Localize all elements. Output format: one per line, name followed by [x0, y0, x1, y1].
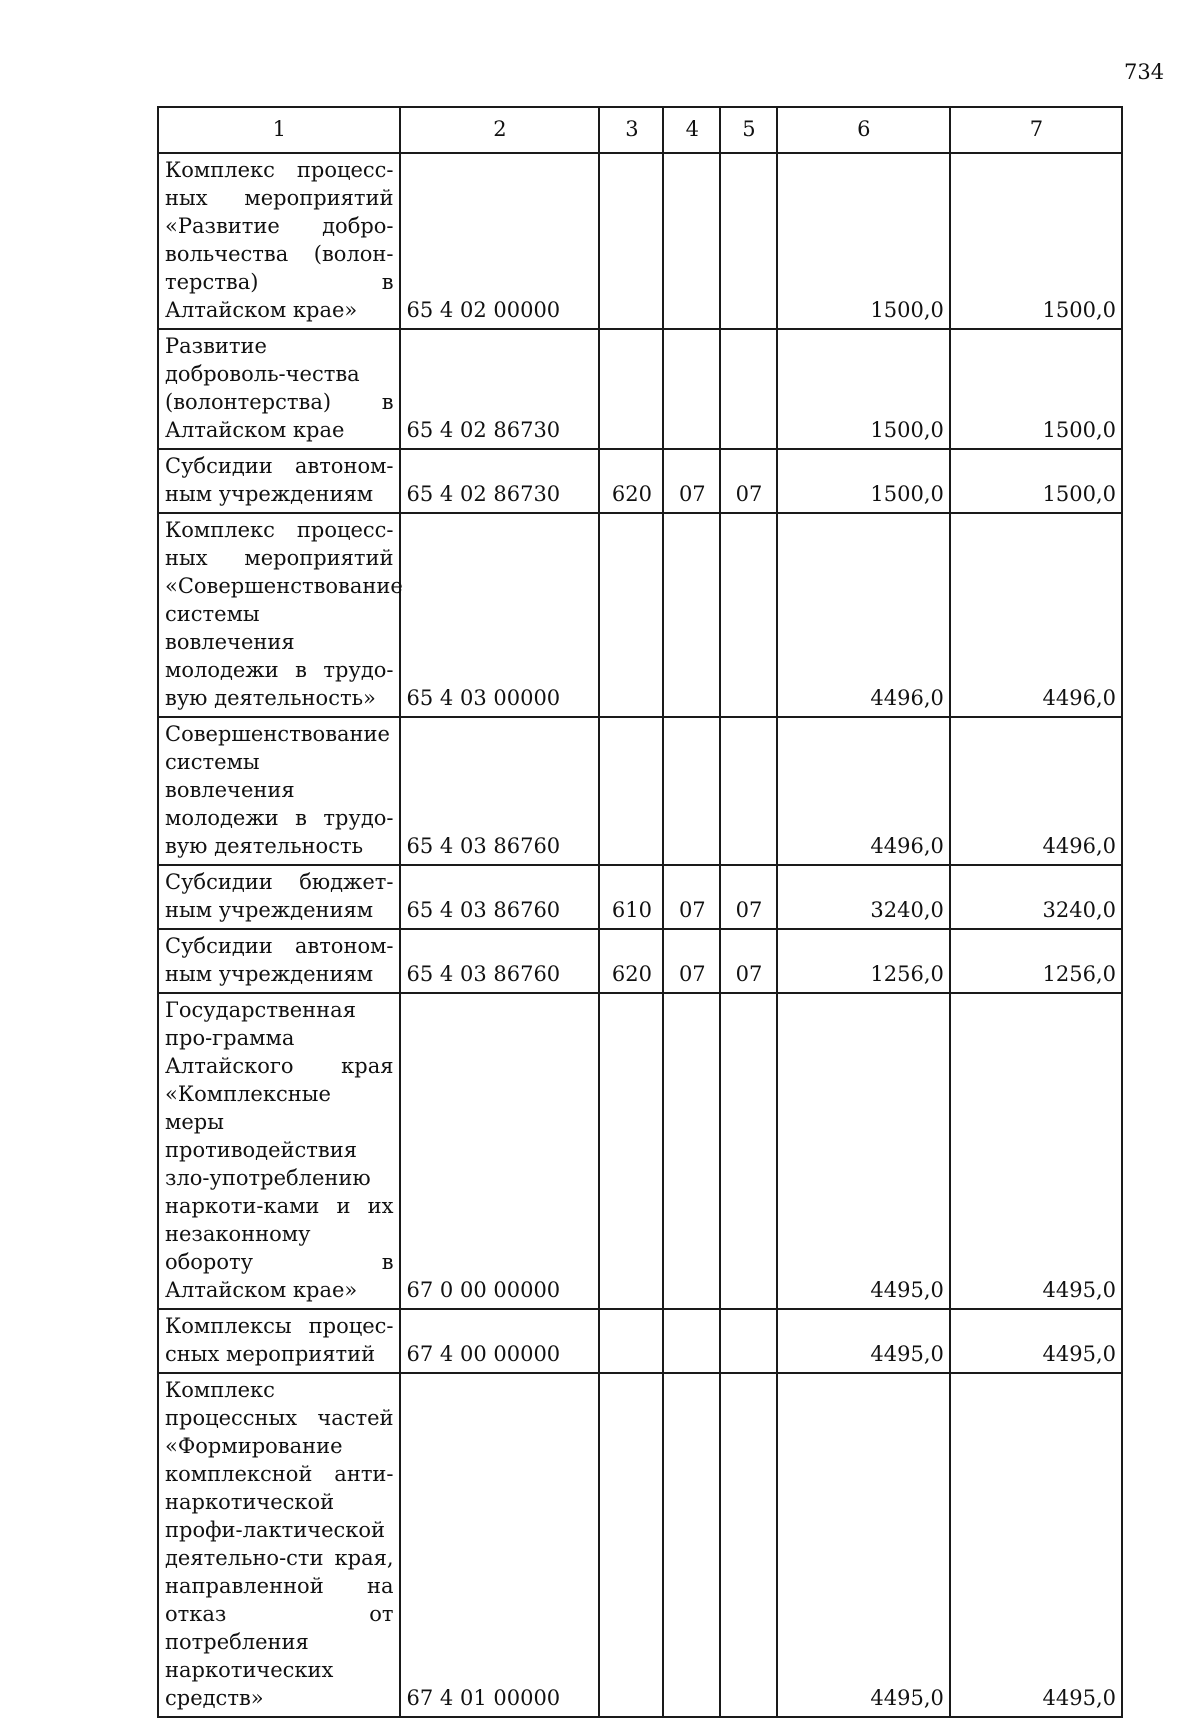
table-row: [158, 153, 1122, 329]
row-name: Субсидии бюджет-ным учреждениям: [158, 865, 400, 929]
table-row: [158, 1309, 1122, 1373]
row-c4: 07: [663, 929, 720, 993]
page-number: 734: [1124, 60, 1165, 84]
row-c4: [663, 513, 720, 717]
row-name: Государственная про-грамма Алтайского края «Комплексные меры противодействия зло-употреблению наркоти-ками и их незаконному обороту в Алтайском крае»: [158, 993, 400, 1309]
row-c4: [663, 153, 720, 329]
row-c7: 4495,0: [950, 1373, 1122, 1717]
table-row: [158, 449, 1122, 513]
table-row: [158, 1373, 1122, 1717]
row-c3: 610: [599, 865, 663, 929]
row-c6: 4496,0: [777, 513, 950, 717]
table-row: [158, 929, 1122, 993]
row-c3: 620: [599, 449, 663, 513]
column-header: 2: [400, 107, 600, 153]
row-c6: 4495,0: [777, 1309, 950, 1373]
row-c4: [663, 993, 720, 1309]
row-code: 65 4 03 86760: [400, 865, 600, 929]
row-c7: 1500,0: [950, 329, 1122, 449]
row-code: 67 4 00 00000: [400, 1309, 600, 1373]
row-c6: 1500,0: [777, 329, 950, 449]
row-code: 65 4 02 86730: [400, 329, 600, 449]
row-c3: [599, 1373, 663, 1717]
row-c5: [720, 1309, 777, 1373]
row-c4: [663, 329, 720, 449]
row-c7: 4496,0: [950, 717, 1122, 865]
column-header: 7: [950, 107, 1122, 153]
table-row: [158, 717, 1122, 865]
row-c3: [599, 1309, 663, 1373]
table-row: [158, 993, 1122, 1309]
column-header: 5: [720, 107, 777, 153]
column-header: 1: [158, 107, 400, 153]
table-row: [158, 513, 1122, 717]
row-name: Комплекс процесс-ных мероприятий «Развитие добро-вольчества (волон-терства) в Алтайском крае»: [158, 153, 400, 329]
row-c4: 07: [663, 449, 720, 513]
table-header-row: [158, 107, 1122, 153]
row-c6: 1500,0: [777, 449, 950, 513]
budget-table: [157, 106, 1123, 1718]
table-row: [158, 329, 1122, 449]
row-c3: [599, 717, 663, 865]
column-header: 3: [599, 107, 663, 153]
row-name: Совершенствование системы вовлечения молодежи в трудо-вую деятельность: [158, 717, 400, 865]
row-code: 65 4 02 86730: [400, 449, 600, 513]
row-c4: [663, 1309, 720, 1373]
row-c7: 1500,0: [950, 449, 1122, 513]
row-code: 67 0 00 00000: [400, 993, 600, 1309]
row-c3: [599, 329, 663, 449]
row-name: Развитие доброволь-чества (волонтерства) в Алтайском крае: [158, 329, 400, 449]
row-c5: 07: [720, 865, 777, 929]
row-c7: 4495,0: [950, 993, 1122, 1309]
row-c3: [599, 513, 663, 717]
row-c5: 07: [720, 449, 777, 513]
row-name: Субсидии автоном-ным учреждениям: [158, 449, 400, 513]
column-header: 4: [663, 107, 720, 153]
row-c4: [663, 717, 720, 865]
row-c6: 4496,0: [777, 717, 950, 865]
row-c3: [599, 993, 663, 1309]
row-c7: 1256,0: [950, 929, 1122, 993]
row-c5: [720, 993, 777, 1309]
row-c5: [720, 717, 777, 865]
row-name: Комплексы процес-сных мероприятий: [158, 1309, 400, 1373]
row-c6: 3240,0: [777, 865, 950, 929]
row-c4: 07: [663, 865, 720, 929]
column-header: 6: [777, 107, 950, 153]
row-c7: 3240,0: [950, 865, 1122, 929]
row-c5: [720, 153, 777, 329]
row-c7: 4496,0: [950, 513, 1122, 717]
table-row: [158, 865, 1122, 929]
row-c6: 4495,0: [777, 993, 950, 1309]
row-c6: 4495,0: [777, 1373, 950, 1717]
row-code: 67 4 01 00000: [400, 1373, 600, 1717]
row-code: 65 4 03 00000: [400, 513, 600, 717]
row-c7: 1500,0: [950, 153, 1122, 329]
row-c5: [720, 329, 777, 449]
row-code: 65 4 03 86760: [400, 929, 600, 993]
row-name: Комплекс процесс-ных мероприятий «Совершенствование системы вовлечения молодежи в трудо-вую деятельность»: [158, 513, 400, 717]
row-c4: [663, 1373, 720, 1717]
row-code: 65 4 03 86760: [400, 717, 600, 865]
row-c5: [720, 513, 777, 717]
row-c6: 1256,0: [777, 929, 950, 993]
row-c7: 4495,0: [950, 1309, 1122, 1373]
row-c5: [720, 1373, 777, 1717]
row-c5: 07: [720, 929, 777, 993]
row-name: Субсидии автоном-ным учреждениям: [158, 929, 400, 993]
row-code: 65 4 02 00000: [400, 153, 600, 329]
row-c3: 620: [599, 929, 663, 993]
row-name: Комплекс процессных частей «Формирование комплексной анти-наркотической профи-лактической деятельно-сти края, направленной на отказ от потребления наркотических средств»: [158, 1373, 400, 1717]
row-c6: 1500,0: [777, 153, 950, 329]
row-c3: [599, 153, 663, 329]
